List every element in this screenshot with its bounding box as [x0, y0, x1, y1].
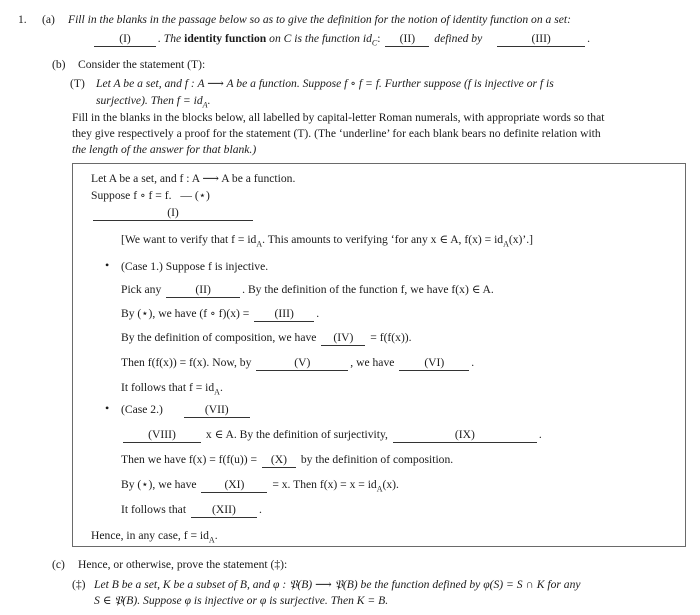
definition-text: . — [587, 32, 591, 45]
proof-line-then-2: Then we have f(x) = f(f(u)) = (X) by the definition of composition. — [121, 453, 454, 466]
instructions-line3: the length of the answer for that blank.) — [72, 143, 257, 156]
blank-b-viii[interactable]: (VIII) — [123, 429, 201, 443]
proof-line-follows-1: It follows that $f = id_A$. — [121, 381, 223, 397]
blank-b-ii[interactable]: (II) — [166, 284, 240, 298]
definition-text: : — [377, 32, 381, 45]
subscript: C — [371, 38, 378, 48]
instructions-line1: Fill in the blanks in the blocks below, all labelled by capital-letter Roman numerals, with appropriate words so that — [72, 111, 605, 124]
case-2-heading: (Case 2.) (VII) — [121, 403, 252, 418]
blank-b-xii[interactable]: (XII) — [191, 504, 257, 518]
blank-a-i[interactable]: (I) — [94, 33, 156, 47]
proof-conclusion: Hence, in any case, $f = id_A$. — [91, 529, 218, 545]
proof-line-follows-2: It follows that (XII) . — [121, 503, 262, 516]
proof-line-now-by: Then f(f(x)) = f(x). Now, by (V) , we have (VI) . — [121, 356, 475, 369]
statement-dagger-line2: S ∈ 𝔓(B). Suppose φ is injective or φ is surjective. Then K = B. — [94, 594, 389, 607]
proof-line-pick: Pick any (II) . By the definition of the function f, we have f(x) ∈ A. — [121, 283, 494, 296]
part-c-intro: Hence, or otherwise, prove the statement (‡): — [78, 558, 288, 571]
proof-line-composition: By the definition of composition, we have (IV) = f(f(x)). — [121, 331, 412, 344]
statement-dagger-line1: Let B be a set, K be a subset of B, and φ : 𝔓(B) ⟶ 𝔓(B) be the function defined by φ(S) = S ∩ K for any — [94, 578, 581, 591]
proof-line-suppose: Suppose f ∘ f = f. — (⋆) — [91, 189, 210, 202]
part-b-intro: Consider the statement (T): — [78, 58, 206, 71]
blank-b-iii[interactable]: (III) — [254, 308, 314, 322]
proof-verify-note: [We want to verify that $f = id_A$. This amounts to verifying ‘for any x ∈ A, $f(x) = id_A(x)$’.] — [121, 233, 534, 249]
question-number: 1. — [18, 13, 27, 26]
part-a-intro: Fill in the blanks in the passage below so as to give the definition for the notion of identity function on a set: — [68, 13, 571, 26]
part-a-label: (a) — [42, 13, 55, 26]
part-b-label: (b) — [52, 58, 66, 71]
blank-a-ii[interactable]: (II) — [385, 33, 429, 47]
blank-b-v[interactable]: (V) — [256, 357, 348, 371]
proof-line-by-star: By (⋆), we have (f ∘ f)(x) = (III) . — [121, 307, 320, 320]
bullet-icon: • — [105, 401, 110, 415]
proof-line-blank-i — [91, 206, 255, 221]
statement-t-label: (T) — [70, 77, 85, 90]
case-1-heading: (Case 1.) Suppose f is injective. — [121, 260, 269, 273]
blank-b-iv[interactable]: (IV) — [321, 332, 365, 346]
blank-b-ix[interactable]: (IX) — [393, 429, 537, 443]
proof-line-surjectivity: (VIII) x ∈ A. By the definition of surjectivity, (IX) . — [121, 428, 542, 443]
blank-b-vii[interactable]: (VII) — [184, 404, 250, 418]
bullet-icon: • — [105, 258, 110, 272]
instructions-line2: they give respectively a proof for the statement (T). (The ‘underline’ for each blank bears no definite relation with — [72, 127, 601, 140]
definition-text: . The — [158, 32, 182, 45]
proof-line-setup: Let A be a set, and f : A ⟶ A be a function. — [91, 172, 296, 185]
blank-b-xi[interactable]: (XI) — [201, 479, 267, 493]
proof-line-by-star-2: By (⋆), we have (XI) = x. Then $f(x) = x = id_A(x)$. — [121, 478, 399, 494]
blank-b-x[interactable]: (X) — [262, 454, 296, 468]
star-marker: — (⋆) — [180, 189, 210, 202]
statement-t-line2: surjective). Then $f = id_A$. — [96, 94, 211, 110]
part-c-label: (c) — [52, 558, 65, 571]
definition-text: on C is the function id — [269, 32, 372, 45]
statement-dagger-label: (‡) — [72, 578, 86, 591]
statement-t-line1: Let A be a set, and f : A ⟶ A be a function. Suppose f ∘ f = f. Further suppose (f is injective or f is — [96, 77, 554, 90]
blank-a-iii[interactable]: (III) — [497, 33, 585, 47]
part-a-definition-line — [92, 32, 590, 48]
blank-b-i[interactable]: (I) — [93, 207, 253, 221]
blank-b-vi[interactable]: (VI) — [399, 357, 469, 371]
definition-text: defined by — [434, 32, 483, 45]
identity-function-term: identity function — [184, 32, 267, 45]
